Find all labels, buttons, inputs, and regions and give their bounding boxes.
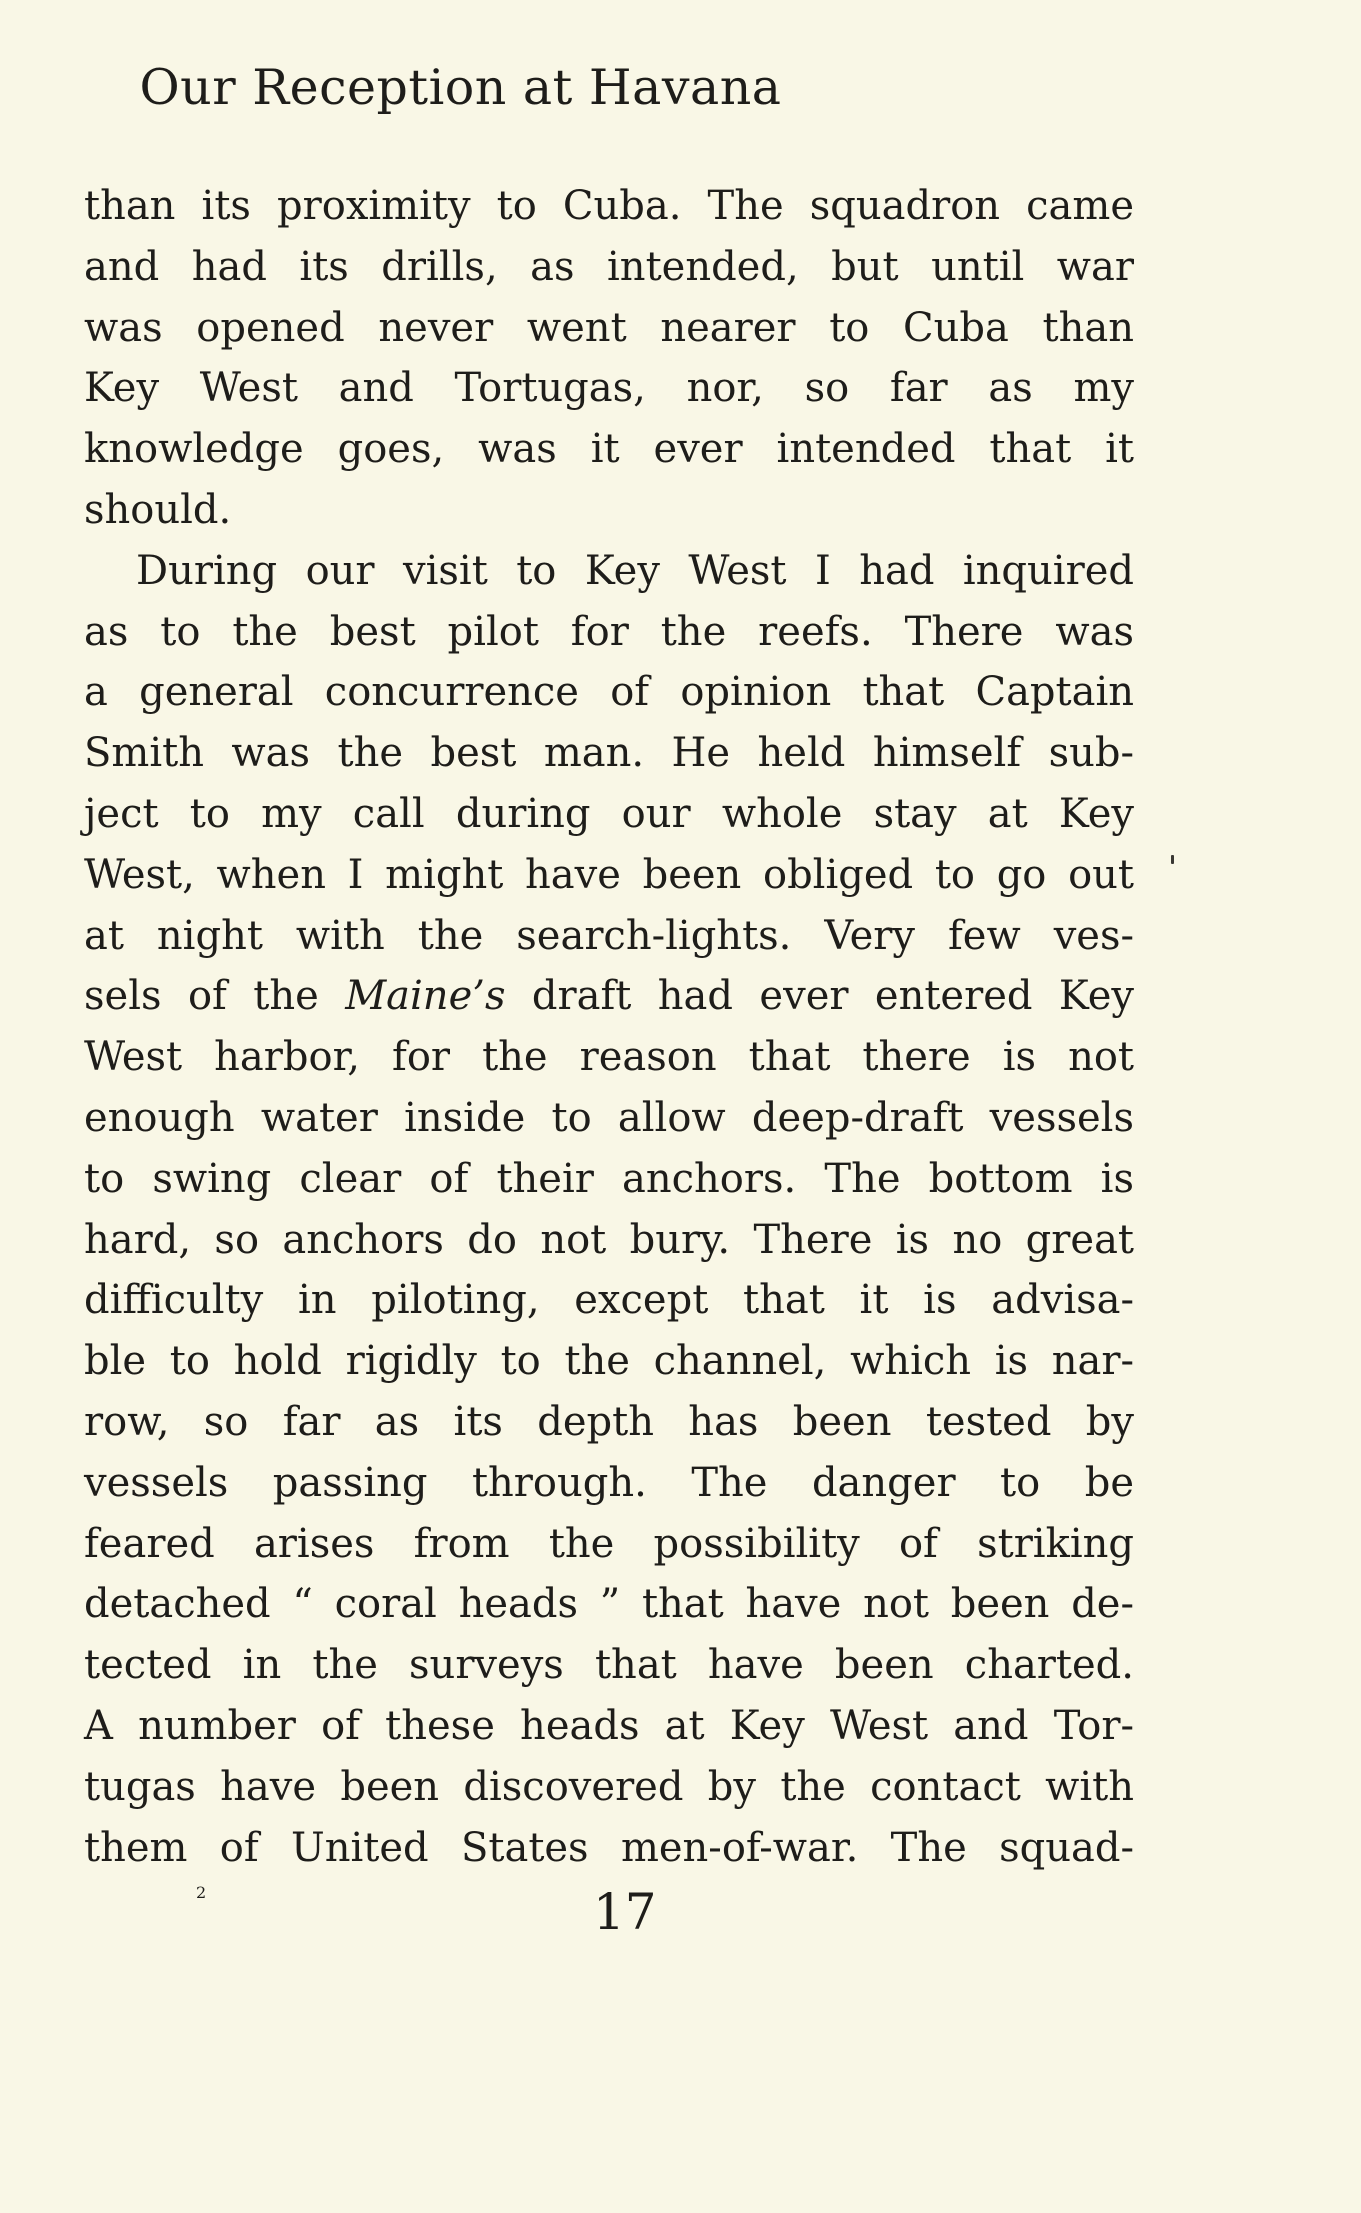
running-head: Our Reception at Havana [139,59,782,116]
text-line: Key West and Tortugas, nor, so far as my [84,365,1134,412]
text-line: A number of these heads at Key West and Tor- [84,1702,1134,1749]
text-line: a general concurrence of opinion that Captain [84,669,1134,716]
text-line: West, when I might have been obliged to go out [84,851,1134,898]
text-line: as to the best pilot for the reefs. There was [84,608,1134,655]
text-line: and had its drills, as intended, but until war [84,243,1134,290]
text-line: ject to my call during our whole stay at Key [84,790,1134,837]
text-line: feared arises from the possibility of striking [84,1520,1134,1567]
ink-speck [1171,855,1174,864]
text-line: Smith was the best man. He held himself sub- [84,730,1134,777]
text-line: knowledge goes, was it ever intended that it [84,426,1134,473]
text-fragment: draft had ever entered Key [505,973,1134,1020]
text-line: than its proximity to Cuba. The squadron came [84,183,1134,229]
text-line: them of United States men-of-war. The squad- [84,1824,1134,1871]
text-line: row, so far as its depth has been tested by [84,1398,1134,1445]
text-line: ble to hold rigidly to the channel, which is nar- [84,1338,1134,1385]
text-line: detached “ coral heads ” that have not been de- [84,1581,1134,1628]
text-line: During our visit to Key West I had inquired [136,547,1134,594]
text-line: was opened never went nearer to Cuba than [84,304,1134,351]
text-line: enough water inside to allow deep-draft vessels [84,1094,1134,1141]
text-line: tugas have been discovered by the contact with [84,1763,1134,1810]
text-line [84,966,1134,1027]
text-line: difficulty in piloting, except that it is advisa- [84,1277,1134,1324]
text-line: tected in the surveys that have been charted. [84,1642,1134,1689]
text-line: hard, so anchors do not bury. There is no great [84,1216,1134,1263]
page-number: 17 [593,1883,657,1941]
text-line: should. [84,486,232,533]
body-text [84,176,1134,1878]
text-fragment: sels of the [84,973,346,1020]
text-line: West harbor, for the reason that there is not [84,1034,1134,1081]
text-line: at night with the search-lights. Very few ves- [84,912,1134,959]
signature-mark: 2 [196,1883,207,1902]
ship-name: Maine’s [345,973,506,1020]
text-line: to swing clear of their anchors. The bottom is [84,1155,1134,1202]
text-line: vessels passing through. The danger to be [84,1459,1134,1506]
